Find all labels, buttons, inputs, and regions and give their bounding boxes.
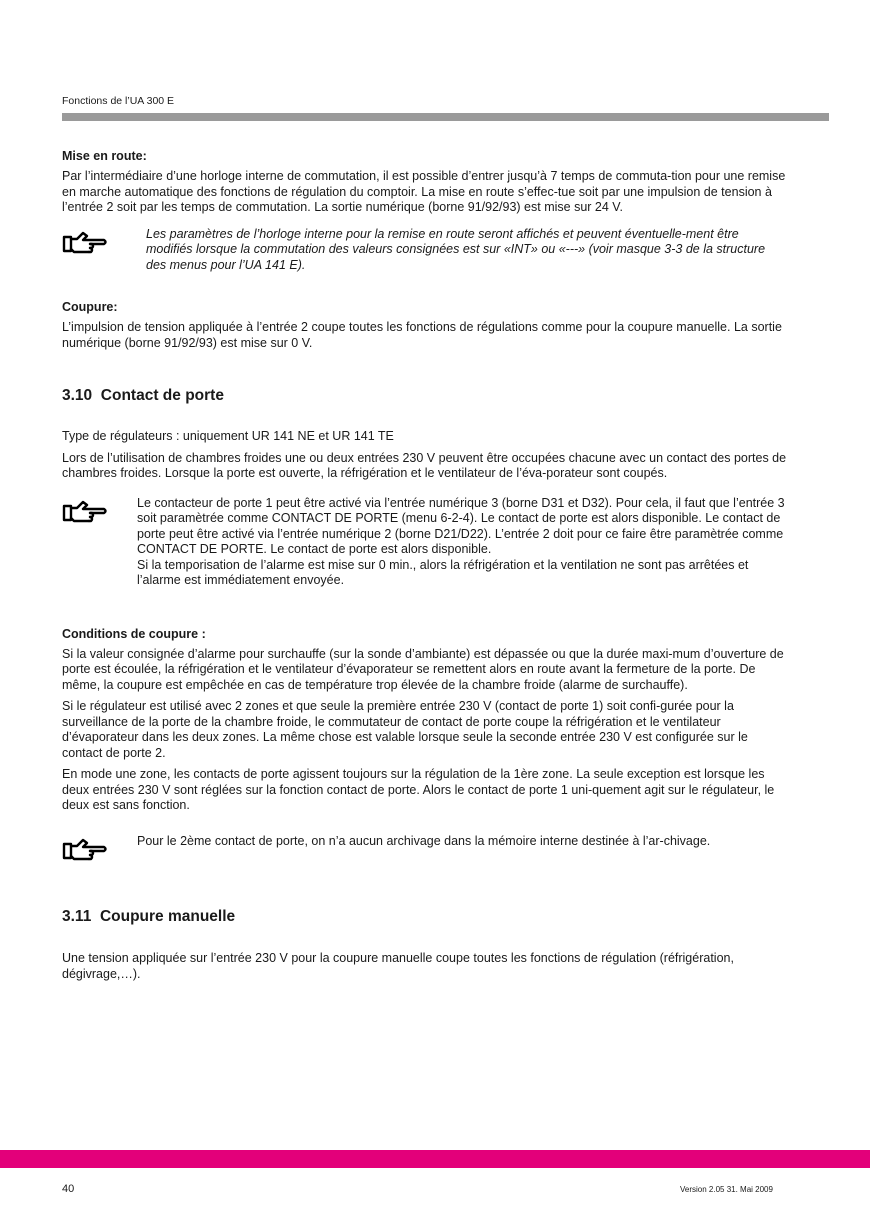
section-3-10-number: 3.10 (62, 387, 93, 404)
version-date: Version 2.05 31. Mai 2009 (680, 1185, 773, 1194)
mise-en-route-heading: Mise en route: (62, 149, 147, 163)
note-horloge (62, 227, 788, 274)
coupure-heading: Coupure: (62, 300, 118, 314)
conditions-p2: Si le régulateur est utilisé avec 2 zones et que seule la première entrée 230 V (contact de porte 1) soit confi-gurée pour la surveillance de la porte de la chambre froide, le commutateur de contact de porte coupe la réfrigération et le ventilateur d’évaporateur dans les deux zones. La même chose est valable lorsque seule la seconde entrée 230 V est configurée sur le contact de porte 2. (62, 699, 748, 760)
conditions-p3: En mode une zone, les contacts de porte agissent toujours sur la régulation de la 1ère zone. La seule exception est lorsque les deux entrées 230 V sont réglées sur la fonction contact de porte. Alors le contact de porte 1 uni-quement agit sur le régulateur, le deux est sans fonction. (62, 767, 775, 812)
page-number: 40 (62, 1183, 75, 1195)
page-content (62, 148, 788, 988)
section-3-11-heading (62, 907, 788, 927)
header-rule (62, 113, 829, 121)
section-3-11-text: Une tension appliquée sur l’entrée 230 V pour la coupure manuelle coupe toutes les fonctions de régulation (réfrigération, dégivrage,…). (62, 951, 734, 981)
mise-en-route-text: Par l’intermédiaire d’une horloge interne de commutation, il est possible d’entrer jusqu’à 7 temps de commuta-tion pour une remise en marche automatique des fonctions de régulation du comptoir. La mise en route s’effec-tue soit par une impulsion de tension à l’entrée 2 soit par les temps de commutation. La sortie numérique (borne 91/92/93) est mise sur 24 V. (62, 169, 786, 214)
section-3-11-title: Coupure manuelle (99, 908, 236, 925)
note-archivage (62, 834, 788, 850)
regulator-type-line: Type de régulateurs : uniquement UR 141 NE et UR 141 TE (62, 429, 394, 443)
conditions-heading: Conditions de coupure : (62, 626, 206, 641)
pointing-hand-icon (62, 835, 108, 865)
section-3-10-heading (62, 386, 788, 406)
note-archivage-text: Pour le 2ème contact de porte, on n’a aucun archivage dans la mémoire interne destinée à l’ar-chivage. (137, 833, 711, 848)
section-3-10-text: Lors de l’utilisation de chambres froides une ou deux entrées 230 V peuvent être occupées chacune avec un contact des portes de chambres froides. Lorsque la porte est ouverte, la réfrigération et le ventilateur de l’éva-porateur sont coupés. (62, 450, 787, 480)
pointing-hand-icon (62, 497, 108, 527)
note-contact-porte-p2: Si la temporisation de l’alarme est mise sur 0 min., alors la réfrigération et la ventilation ne sont pas arrêtées et l’alarme est immédiatement envoyée. (137, 557, 749, 587)
section-3-10-title: Contact de porte (100, 387, 224, 404)
section-3-11-number: 3.11 (62, 908, 92, 925)
coupure-text: L’impulsion de tension appliquée à l’entrée 2 coupe toutes les fonctions de régulations comme pour la coupure manuelle. La sortie numérique (borne 91/92/93) est mise sur 0 V. (62, 320, 782, 350)
conditions-p1: Si la valeur consignée d’alarme pour surchauffe (sur la sonde d’ambiante) est dépassée ou que la durée maxi-mum d’ouverture de porte est écoulée, la réfrigération et le ventilateur d’évaporateur se remettent alors en route avant la fermeture de la porte. De même, la coupure est empêchée en cas de température trop élevée de la chambre froide (alarme de surchauffe). (62, 646, 784, 692)
running-header: Fonctions de l’UA 300 E (62, 95, 175, 107)
pointing-hand-icon (62, 228, 108, 258)
note-horloge-text: Les paramètres de l’horloge interne pour la remise en route seront affichés et peuvent éventuelle-ment être modifiés lorsque la commutation des valeurs consignées est sur «INT» ou «---» (voir masque 3-3 de la structure des menus pour l’UA 141 E). (146, 226, 766, 272)
note-contact-porte-p1: Le contacteur de porte 1 peut être activé via l’entrée numérique 3 (borne D31 et D32). Pour cela, il faut que l’entrée 3 soit paramètrée comme CONTACT DE PORTE (menu 6-2-4). Le contact de porte est alors disponible. Le contact de porte peut être activé via l’entrée numérique 2 (borne D21/D22). L’entrée 2 doit pour ce faire être paramètrée comme CONTACT DE PORTE. Le contact de porte est alors disponible. (137, 495, 785, 556)
note-contact-porte (62, 496, 788, 589)
footer-band (0, 1150, 870, 1168)
